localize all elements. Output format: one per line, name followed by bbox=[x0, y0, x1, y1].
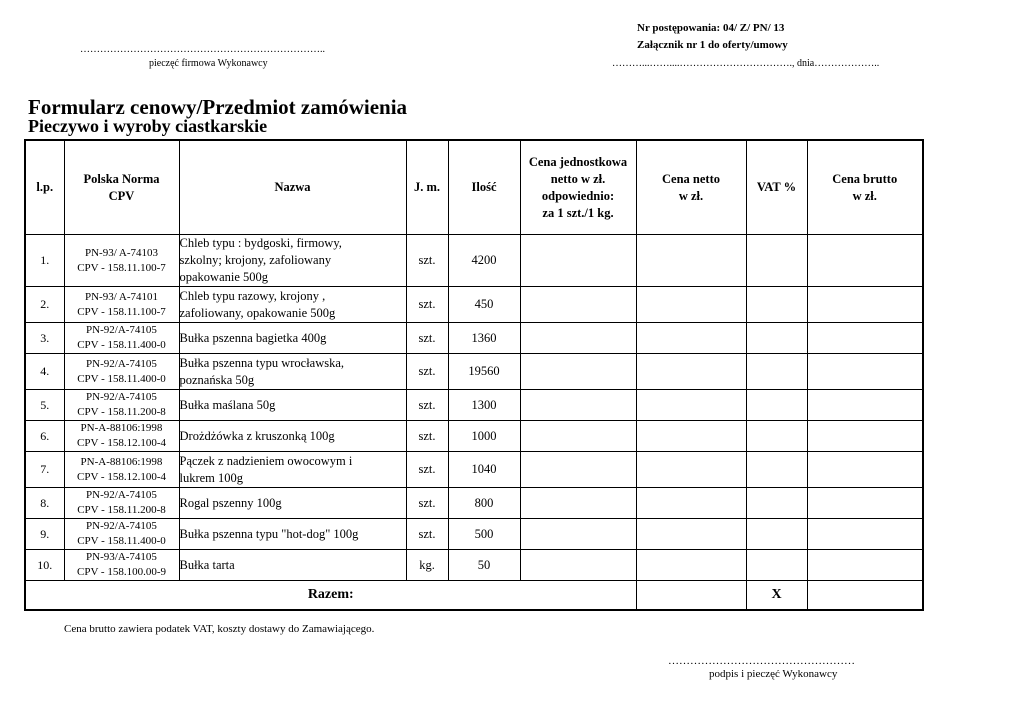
row-name: Bułka pszenna bagietka 400g bbox=[179, 323, 406, 354]
row-vat-cell[interactable] bbox=[746, 390, 807, 421]
row-qty: 450 bbox=[448, 287, 520, 323]
total-row bbox=[25, 581, 923, 611]
stamp-label: pieczęć firmowa Wykonawcy bbox=[149, 58, 268, 69]
row-vat-cell[interactable] bbox=[746, 354, 807, 390]
row-qty: 800 bbox=[448, 488, 520, 519]
row-qty: 1300 bbox=[448, 390, 520, 421]
row-lp: 5. bbox=[25, 390, 64, 421]
col-unit-price-header: Cena jednostkowa netto w zł. odpowiednio: za 1 szt./1 kg. bbox=[520, 140, 636, 235]
row-qty: 1040 bbox=[448, 452, 520, 488]
row-name: Bułka tarta bbox=[179, 550, 406, 581]
row-lp: 10. bbox=[25, 550, 64, 581]
row-unit: kg. bbox=[406, 550, 448, 581]
row-unit-price-cell[interactable] bbox=[520, 323, 636, 354]
row-norm: PN-92/A-74105 CPV - 158.11.200-8 bbox=[64, 488, 179, 519]
row-lp: 4. bbox=[25, 354, 64, 390]
row-gross-cell[interactable] bbox=[807, 488, 923, 519]
table-row bbox=[25, 550, 923, 581]
row-net-cell[interactable] bbox=[636, 519, 746, 550]
row-net-cell[interactable] bbox=[636, 390, 746, 421]
page-subtitle: Pieczywo i wyroby ciastkarskie bbox=[28, 116, 268, 136]
row-norm: PN-92/A-74105 CPV - 158.11.400-0 bbox=[64, 354, 179, 390]
col-name-header: Nazwa bbox=[179, 140, 406, 235]
row-net-cell[interactable] bbox=[636, 323, 746, 354]
col-qty-header: Ilość bbox=[448, 140, 520, 235]
total-net-cell[interactable] bbox=[636, 581, 746, 611]
row-gross-cell[interactable] bbox=[807, 421, 923, 452]
footer-note: Cena brutto zawiera podatek VAT, koszty dostawy do Zamawiającego. bbox=[64, 623, 375, 635]
row-unit: szt. bbox=[406, 421, 448, 452]
row-gross-cell[interactable] bbox=[807, 287, 923, 323]
row-unit: szt. bbox=[406, 452, 448, 488]
row-norm: PN-93/A-74105 CPV - 158.100.00-9 bbox=[64, 550, 179, 581]
row-unit-price-cell[interactable] bbox=[520, 421, 636, 452]
total-gross-cell[interactable] bbox=[807, 581, 923, 611]
row-unit-price-cell[interactable] bbox=[520, 354, 636, 390]
table-row bbox=[25, 287, 923, 323]
row-lp: 2. bbox=[25, 287, 64, 323]
col-net-header: Cena netto w zł. bbox=[636, 140, 746, 235]
row-vat-cell[interactable] bbox=[746, 287, 807, 323]
row-vat-cell[interactable] bbox=[746, 323, 807, 354]
row-unit-price-cell[interactable] bbox=[520, 390, 636, 421]
table-header-row bbox=[25, 140, 923, 235]
row-norm: PN-93/ A-74101 CPV - 158.11.100-7 bbox=[64, 287, 179, 323]
row-lp: 7. bbox=[25, 452, 64, 488]
row-unit-price-cell[interactable] bbox=[520, 488, 636, 519]
row-name: Pączek z nadzieniem owocowym i lukrem 100g bbox=[179, 452, 406, 488]
procedure-number: Nr postępowania: 04/ Z/ PN/ 13 bbox=[637, 22, 785, 34]
signature-dots: …………………………………………… bbox=[668, 655, 855, 667]
row-net-cell[interactable] bbox=[636, 452, 746, 488]
total-vat-mark: X bbox=[746, 581, 807, 611]
row-vat-cell[interactable] bbox=[746, 452, 807, 488]
row-name: Chleb typu : bydgoski, firmowy, szkolny; krojony, zafoliowany opakowanie 500g bbox=[179, 235, 406, 287]
row-norm: PN-92/A-74105 CPV - 158.11.200-8 bbox=[64, 390, 179, 421]
table-row bbox=[25, 519, 923, 550]
row-net-cell[interactable] bbox=[636, 421, 746, 452]
row-net-cell[interactable] bbox=[636, 287, 746, 323]
table-row bbox=[25, 354, 923, 390]
row-lp: 3. bbox=[25, 323, 64, 354]
row-name: Chleb typu razowy, krojony , zafoliowany, opakowanie 500g bbox=[179, 287, 406, 323]
row-unit: szt. bbox=[406, 488, 448, 519]
row-unit: szt. bbox=[406, 390, 448, 421]
row-net-cell[interactable] bbox=[636, 235, 746, 287]
price-table bbox=[24, 139, 924, 611]
attachment-label: Załącznik nr 1 do oferty/umowy bbox=[637, 39, 788, 51]
row-net-cell[interactable] bbox=[636, 354, 746, 390]
row-net-cell[interactable] bbox=[636, 488, 746, 519]
row-qty: 500 bbox=[448, 519, 520, 550]
row-norm: PN-92/A-74105 CPV - 158.11.400-0 bbox=[64, 519, 179, 550]
row-name: Bułka pszenna typu wrocławska, poznańska 50g bbox=[179, 354, 406, 390]
row-unit: szt. bbox=[406, 354, 448, 390]
row-name: Bułka pszenna typu "hot-dog" 100g bbox=[179, 519, 406, 550]
row-name: Rogal pszenny 100g bbox=[179, 488, 406, 519]
row-qty: 50 bbox=[448, 550, 520, 581]
row-vat-cell[interactable] bbox=[746, 235, 807, 287]
row-vat-cell[interactable] bbox=[746, 550, 807, 581]
col-vat-header: VAT % bbox=[746, 140, 807, 235]
row-norm: PN-92/A-74105 CPV - 158.11.400-0 bbox=[64, 323, 179, 354]
row-lp: 1. bbox=[25, 235, 64, 287]
row-vat-cell[interactable] bbox=[746, 488, 807, 519]
table-row bbox=[25, 488, 923, 519]
row-unit: szt. bbox=[406, 235, 448, 287]
row-name: Bułka maślana 50g bbox=[179, 390, 406, 421]
row-unit-price-cell[interactable] bbox=[520, 550, 636, 581]
table-row bbox=[25, 323, 923, 354]
row-unit: szt. bbox=[406, 287, 448, 323]
row-unit: szt. bbox=[406, 519, 448, 550]
table-row bbox=[25, 390, 923, 421]
row-gross-cell[interactable] bbox=[807, 550, 923, 581]
row-vat-cell[interactable] bbox=[746, 519, 807, 550]
row-norm: PN-A-88106:1998 CPV - 158.12.100-4 bbox=[64, 452, 179, 488]
date-line: ………...……....……………………………., dnia……………….. bbox=[612, 58, 880, 69]
row-unit-price-cell[interactable] bbox=[520, 287, 636, 323]
col-unit-header: J. m. bbox=[406, 140, 448, 235]
row-vat-cell[interactable] bbox=[746, 421, 807, 452]
row-qty: 1360 bbox=[448, 323, 520, 354]
row-gross-cell[interactable] bbox=[807, 390, 923, 421]
row-gross-cell[interactable] bbox=[807, 452, 923, 488]
table-row bbox=[25, 421, 923, 452]
total-label: Razem: bbox=[25, 581, 636, 611]
col-lp-header: l.p. bbox=[25, 140, 64, 235]
row-unit: szt. bbox=[406, 323, 448, 354]
row-gross-cell[interactable] bbox=[807, 354, 923, 390]
table-row bbox=[25, 452, 923, 488]
row-unit-price-cell[interactable] bbox=[520, 452, 636, 488]
row-qty: 19560 bbox=[448, 354, 520, 390]
col-gross-header: Cena brutto w zł. bbox=[807, 140, 923, 235]
row-lp: 6. bbox=[25, 421, 64, 452]
stamp-dots: ……………………………………………………………….. bbox=[80, 44, 325, 55]
row-net-cell[interactable] bbox=[636, 550, 746, 581]
row-unit-price-cell[interactable] bbox=[520, 519, 636, 550]
table-row bbox=[25, 235, 923, 287]
row-norm: PN-A-88106:1998 CPV - 158.12.100-4 bbox=[64, 421, 179, 452]
row-norm: PN-93/ A-74103 CPV - 158.11.100-7 bbox=[64, 235, 179, 287]
row-lp: 8. bbox=[25, 488, 64, 519]
page-title: Formularz cenowy/Przedmiot zamówienia bbox=[28, 95, 408, 119]
row-lp: 9. bbox=[25, 519, 64, 550]
row-gross-cell[interactable] bbox=[807, 519, 923, 550]
row-gross-cell[interactable] bbox=[807, 235, 923, 287]
row-unit-price-cell[interactable] bbox=[520, 235, 636, 287]
row-qty: 1000 bbox=[448, 421, 520, 452]
col-norm-header: Polska Norma CPV bbox=[64, 140, 179, 235]
row-qty: 4200 bbox=[448, 235, 520, 287]
signature-label: podpis i pieczęć Wykonawcy bbox=[709, 668, 838, 680]
row-gross-cell[interactable] bbox=[807, 323, 923, 354]
row-name: Drożdżówka z kruszonką 100g bbox=[179, 421, 406, 452]
